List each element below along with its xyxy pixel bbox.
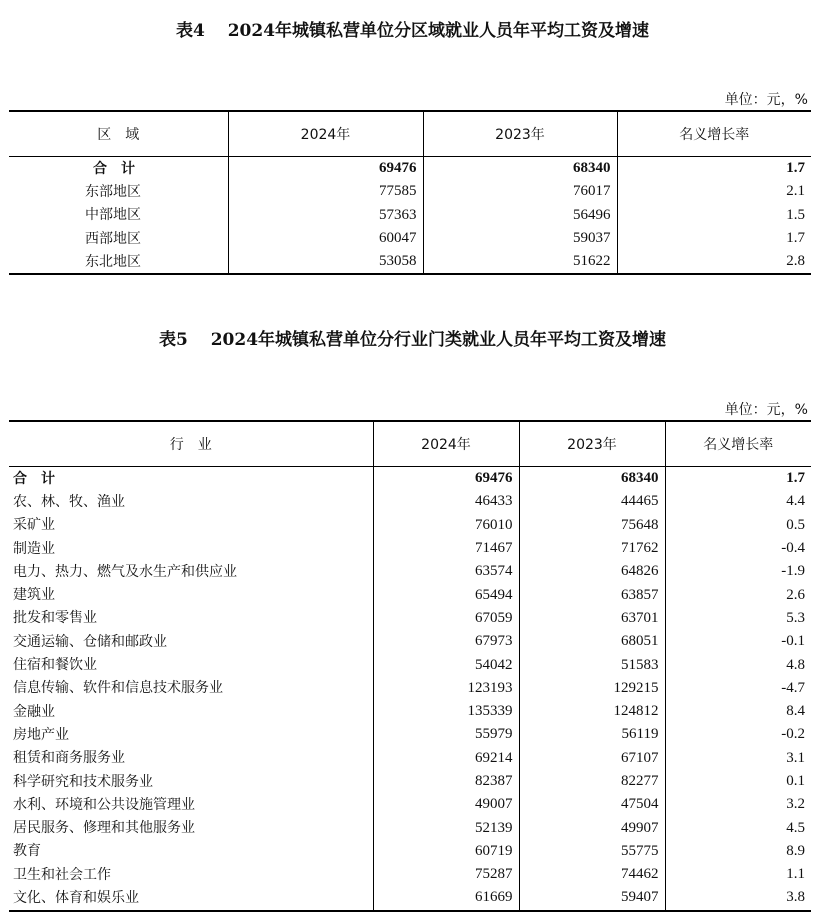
value-2024-cell: 135339 bbox=[373, 700, 519, 723]
table-row bbox=[9, 723, 811, 746]
table4-body bbox=[9, 157, 811, 275]
value-2023-cell: 124812 bbox=[519, 700, 665, 723]
row-name-cell: 金融业 bbox=[13, 703, 55, 720]
value-2024-cell: 67973 bbox=[373, 630, 519, 653]
table-row bbox=[9, 863, 811, 886]
growth-rate-cell: 4.5 bbox=[665, 816, 811, 839]
value-2023-cell: 59407 bbox=[519, 886, 665, 910]
row-name-cell: 租赁和商务服务业 bbox=[13, 750, 125, 767]
total-row bbox=[9, 467, 811, 491]
table5-body bbox=[9, 467, 811, 911]
table-row bbox=[9, 840, 811, 863]
growth-rate-cell: 0.5 bbox=[665, 514, 811, 537]
row-name-cell: 卫生和社会工作 bbox=[13, 866, 111, 883]
growth-rate-cell: -0.1 bbox=[665, 630, 811, 653]
value-2024-cell: 71467 bbox=[373, 537, 519, 560]
value-2024-cell: 49007 bbox=[373, 793, 519, 816]
table4-header-growth: 名义增长率 bbox=[617, 111, 811, 157]
table4-header-row bbox=[9, 111, 811, 157]
value-2023-cell: 59037 bbox=[423, 227, 617, 250]
row-name-cell: 居民服务、修理和其他服务业 bbox=[13, 820, 195, 837]
row-name-cell: 合 计 bbox=[93, 160, 135, 177]
growth-rate-cell: 3.2 bbox=[665, 793, 811, 816]
value-2024-cell: 67059 bbox=[373, 607, 519, 630]
table-row bbox=[9, 180, 811, 203]
table5-title: 表5 2024年城镇私营单位分行业门类就业人员年平均工资及增速 bbox=[158, 330, 667, 350]
value-2023-cell: 44465 bbox=[519, 490, 665, 513]
value-2023-cell: 55775 bbox=[519, 840, 665, 863]
table-row bbox=[9, 560, 811, 583]
value-2023-cell: 47504 bbox=[519, 793, 665, 816]
growth-rate-cell: 1.5 bbox=[617, 204, 811, 227]
table-row bbox=[9, 537, 811, 560]
table4-header-2024: 2024年 bbox=[228, 111, 423, 157]
value-2023-cell: 63857 bbox=[519, 583, 665, 606]
growth-rate-cell: -1.9 bbox=[665, 560, 811, 583]
table-row bbox=[9, 886, 811, 910]
growth-rate-cell: 1.1 bbox=[665, 863, 811, 886]
table-row bbox=[9, 770, 811, 793]
table-row bbox=[9, 490, 811, 513]
value-2023-cell: 75648 bbox=[519, 514, 665, 537]
row-name-cell: 住宿和餐饮业 bbox=[13, 657, 97, 674]
table5-header-row bbox=[9, 421, 811, 467]
value-2023-cell: 49907 bbox=[519, 816, 665, 839]
value-2024-cell: 123193 bbox=[373, 677, 519, 700]
growth-rate-cell: 4.8 bbox=[665, 653, 811, 676]
row-name-cell: 批发和零售业 bbox=[13, 610, 97, 627]
table-row bbox=[9, 514, 811, 537]
row-name-cell: 房地产业 bbox=[13, 726, 69, 743]
value-2023-cell: 56496 bbox=[423, 204, 617, 227]
growth-rate-cell: 1.7 bbox=[665, 467, 811, 491]
table4-header-region: 区 域 bbox=[9, 111, 228, 157]
value-2024-cell: 75287 bbox=[373, 863, 519, 886]
value-2023-cell: 56119 bbox=[519, 723, 665, 746]
growth-rate-cell: 2.6 bbox=[665, 583, 811, 606]
growth-rate-cell: -0.2 bbox=[665, 723, 811, 746]
growth-rate-cell: 4.4 bbox=[665, 490, 811, 513]
row-name-cell: 农、林、牧、渔业 bbox=[13, 493, 125, 510]
value-2024-cell: 69476 bbox=[373, 467, 519, 491]
value-2023-cell: 68051 bbox=[519, 630, 665, 653]
table4 bbox=[9, 110, 811, 275]
table-row bbox=[9, 250, 811, 274]
value-2024-cell: 60047 bbox=[228, 227, 423, 250]
growth-rate-cell: 2.8 bbox=[617, 250, 811, 274]
table5-header-2023: 2023年 bbox=[519, 421, 665, 467]
value-2023-cell: 129215 bbox=[519, 677, 665, 700]
value-2023-cell: 64826 bbox=[519, 560, 665, 583]
growth-rate-cell: 8.4 bbox=[665, 700, 811, 723]
table4-unit: 单位：元，% bbox=[724, 92, 808, 108]
value-2024-cell: 61669 bbox=[373, 886, 519, 910]
row-name-cell: 中部地区 bbox=[85, 207, 141, 224]
row-name-cell: 电力、热力、燃气及水生产和供应业 bbox=[13, 563, 237, 580]
row-name-cell: 教育 bbox=[13, 843, 41, 860]
row-name-cell: 建筑业 bbox=[13, 587, 55, 604]
value-2024-cell: 76010 bbox=[373, 514, 519, 537]
value-2023-cell: 51622 bbox=[423, 250, 617, 274]
growth-rate-cell: 5.3 bbox=[665, 607, 811, 630]
value-2024-cell: 46433 bbox=[373, 490, 519, 513]
row-name-cell: 东部地区 bbox=[85, 183, 141, 200]
value-2024-cell: 69476 bbox=[228, 157, 423, 181]
row-name-cell: 信息传输、软件和信息技术服务业 bbox=[13, 680, 223, 697]
table-row bbox=[9, 747, 811, 770]
value-2024-cell: 54042 bbox=[373, 653, 519, 676]
value-2024-cell: 53058 bbox=[228, 250, 423, 274]
table5-header-2024: 2024年 bbox=[373, 421, 519, 467]
growth-rate-cell: 0.1 bbox=[665, 770, 811, 793]
value-2023-cell: 71762 bbox=[519, 537, 665, 560]
growth-rate-cell: 3.8 bbox=[665, 886, 811, 910]
value-2023-cell: 82277 bbox=[519, 770, 665, 793]
growth-rate-cell: 1.7 bbox=[617, 157, 811, 181]
row-name-cell: 交通运输、仓储和邮政业 bbox=[13, 633, 167, 650]
table4-header-2023: 2023年 bbox=[423, 111, 617, 157]
growth-rate-cell: 2.1 bbox=[617, 180, 811, 203]
value-2023-cell: 51583 bbox=[519, 653, 665, 676]
growth-rate-cell: 8.9 bbox=[665, 840, 811, 863]
table-row bbox=[9, 700, 811, 723]
value-2023-cell: 74462 bbox=[519, 863, 665, 886]
value-2023-cell: 68340 bbox=[519, 467, 665, 491]
table-row bbox=[9, 204, 811, 227]
table-row bbox=[9, 607, 811, 630]
growth-rate-cell: -4.7 bbox=[665, 677, 811, 700]
row-name-cell: 采矿业 bbox=[13, 517, 55, 534]
row-name-cell: 东北地区 bbox=[9, 250, 228, 274]
value-2024-cell: 57363 bbox=[228, 204, 423, 227]
value-2024-cell: 60719 bbox=[373, 840, 519, 863]
row-name-cell: 制造业 bbox=[13, 540, 55, 557]
row-name-cell: 西部地区 bbox=[85, 230, 141, 247]
table-row bbox=[9, 793, 811, 816]
growth-rate-cell: 3.1 bbox=[665, 747, 811, 770]
value-2024-cell: 55979 bbox=[373, 723, 519, 746]
value-2024-cell: 52139 bbox=[373, 816, 519, 839]
value-2024-cell: 63574 bbox=[373, 560, 519, 583]
table-row bbox=[9, 583, 811, 606]
growth-rate-cell: 1.7 bbox=[617, 227, 811, 250]
row-name-cell: 科学研究和技术服务业 bbox=[13, 773, 153, 790]
value-2024-cell: 77585 bbox=[228, 180, 423, 203]
row-name-cell: 水利、环境和公共设施管理业 bbox=[13, 796, 195, 813]
growth-rate-cell: -0.4 bbox=[665, 537, 811, 560]
value-2023-cell: 76017 bbox=[423, 180, 617, 203]
value-2024-cell: 69214 bbox=[373, 747, 519, 770]
table-row bbox=[9, 653, 811, 676]
table-row bbox=[9, 227, 811, 250]
table-row bbox=[9, 677, 811, 700]
table5-header-growth: 名义增长率 bbox=[665, 421, 811, 467]
row-name-cell: 文化、体育和娱乐业 bbox=[9, 886, 373, 910]
table4-title: 表4 2024年城镇私营单位分区域就业人员年平均工资及增速 bbox=[175, 21, 650, 41]
value-2023-cell: 67107 bbox=[519, 747, 665, 770]
table5 bbox=[9, 420, 811, 912]
table5-header-industry: 行 业 bbox=[9, 421, 373, 467]
value-2023-cell: 63701 bbox=[519, 607, 665, 630]
value-2023-cell: 68340 bbox=[423, 157, 617, 181]
total-row bbox=[9, 157, 811, 181]
value-2024-cell: 65494 bbox=[373, 583, 519, 606]
table-row bbox=[9, 816, 811, 839]
row-name-cell: 合 计 bbox=[13, 470, 55, 487]
table5-unit: 单位：元，% bbox=[724, 402, 808, 418]
table-row bbox=[9, 630, 811, 653]
value-2024-cell: 82387 bbox=[373, 770, 519, 793]
